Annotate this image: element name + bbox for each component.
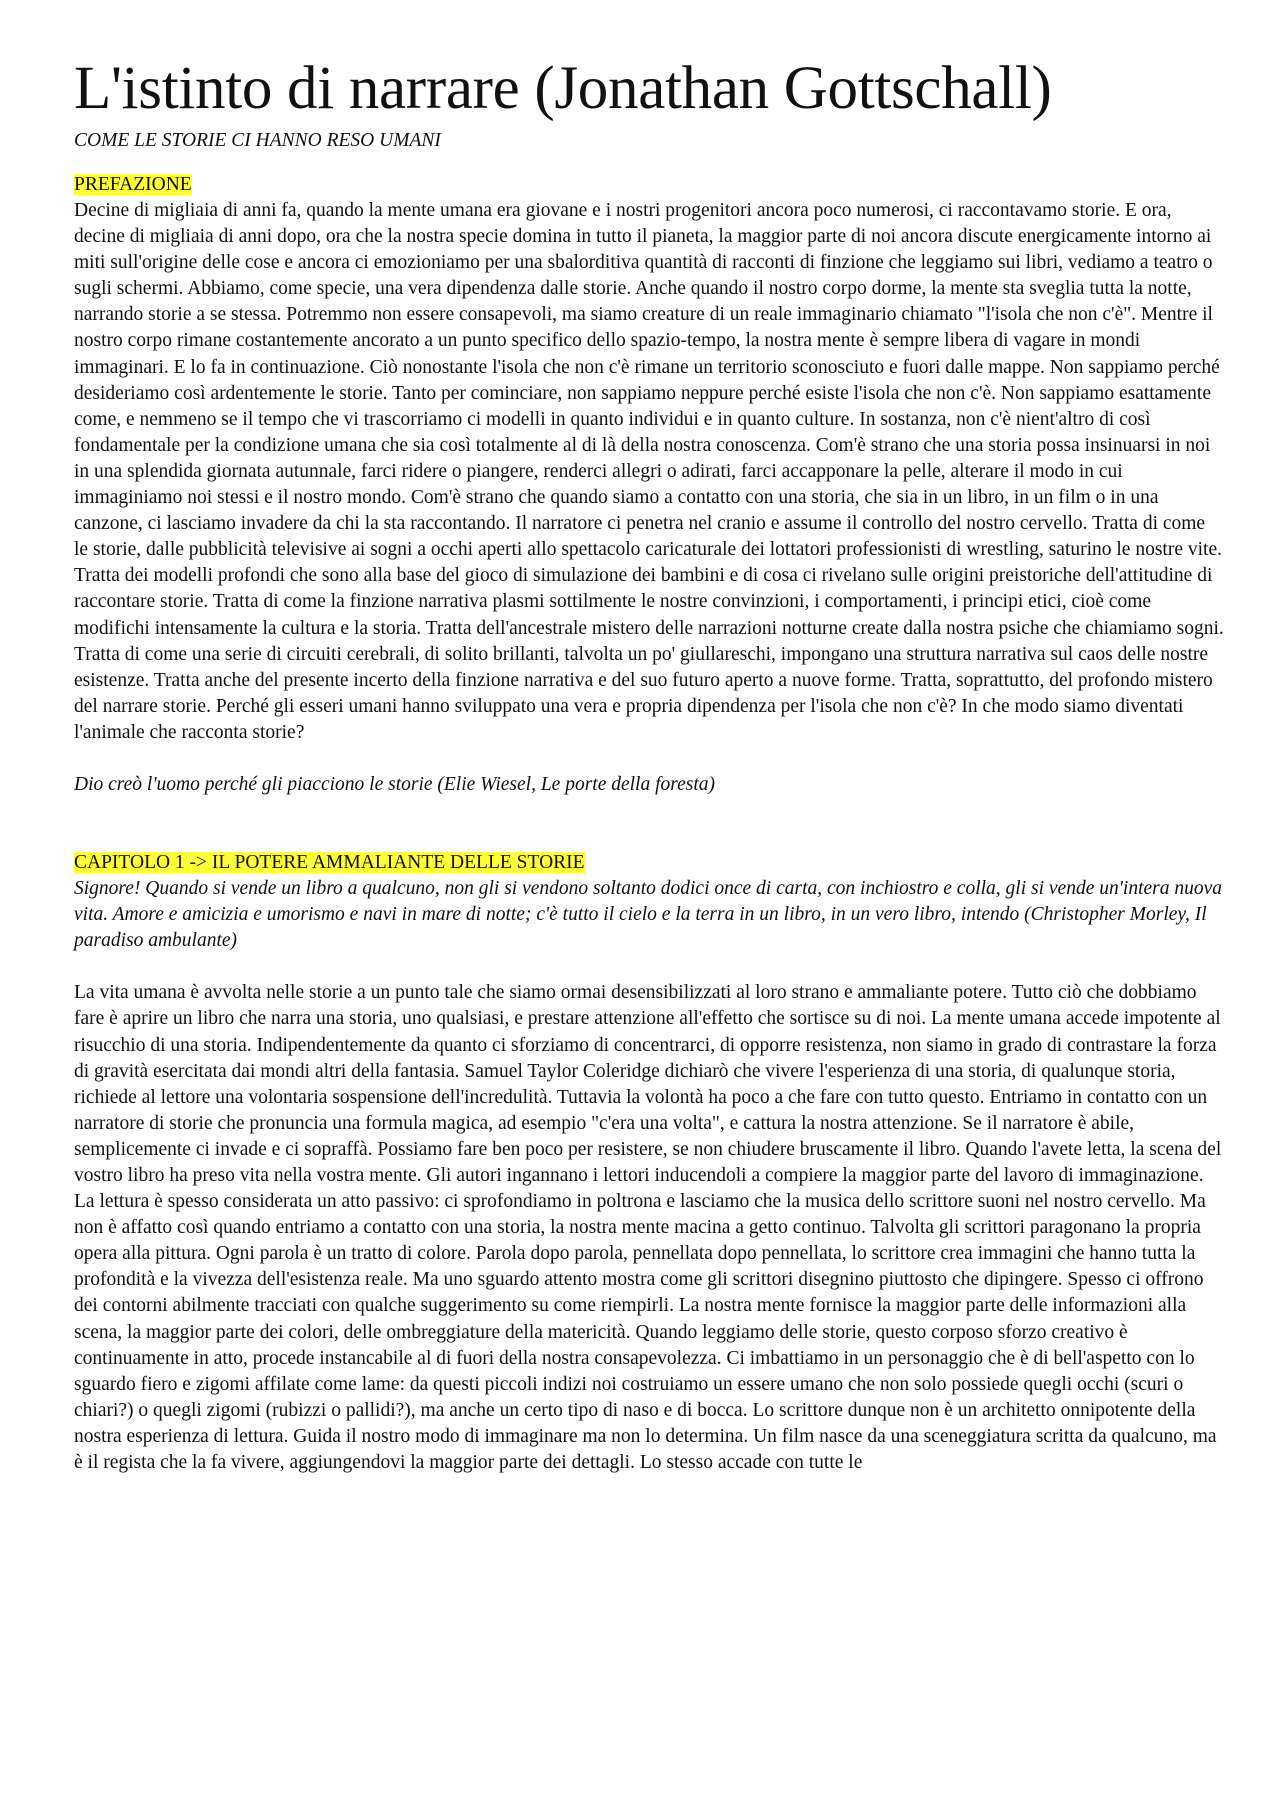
chapter1-heading-highlight: CAPITOLO 1 -> IL POTERE AMMALIANTE DELLE STORIE: [74, 852, 585, 874]
paragraph-spacer: [74, 954, 1224, 980]
preface-heading: [74, 172, 1224, 198]
preface-heading-highlight: PREFAZIONE: [74, 174, 192, 195]
document-page: [74, 50, 1224, 1476]
chapter1-heading: [74, 850, 1224, 876]
preface-epigraph: Dio creò l'uomo perché gli piacciono le storie (Elie Wiesel, Le porte della foresta): [74, 773, 716, 795]
section-spacer: [74, 798, 1224, 850]
document-subtitle: COME LE STORIE CI HANNO RESO UMANI: [74, 130, 441, 151]
chapter1-epigraph: Signore! Quando si vende un libro a qualcuno, non gli si vendono soltanto dodici once di carta, con inchiostro e colla, gli si vende un'intera nuova vita. Amore e amicizia e umorismo e navi in mare di notte; c'è tutto il cielo e la terra in un libro, in un vero libro, intendo (Christopher Morley, Il paradiso ambulante): [74, 878, 1223, 952]
chapter1-body: La vita umana è avvolta nelle storie a un punto tale che siamo ormai desensibilizzati al loro strano e ammaliante potere. Tutto ciò che dobbiamo fare è aprire un libro che narra una storia, uno qualsiasi, e prestare attenzione all'effetto che sortisce su di noi. La mente umana accede impotente al risucchio di una storia. Indipendentemente da quanto ci sforziamo di concentrarci, di opporre resistenza, non siamo in grado di contrastare la forza di gravità esercitata dai mondi altri della fantasia. Samuel Taylor Coleridge dichiarò che vivere l'esperienza di una storia, di qualunque storia, richiede al lettore una volontaria sospensione dell'incredulità. Tuttavia la volontà ha poco a che fare con tutto questo. Entriamo in contatto con un narratore di storie che pronuncia una formula magica, ad esempio "c'era una volta", e cattura la nostra attenzione. Se il narratore è abile, semplicemente ci invade e ci sopraffà. Possiamo fare ben poco per resistere, se non chiudere bruscamente il libro. Quando l'avete letta, la scena del vostro libro ha preso vita nella vostra mente. Gli autori ingannano i lettori inducendoli a compiere la maggior parte del lavoro di immaginazione. La lettura è spesso considerata un atto passivo: ci sprofondiamo in poltrona e lasciamo che la musica dello scrittore suoni nel nostro cervello. Ma non è affatto così quando entriamo a contatto con una storia, la nostra mente macina a getto continuo. Talvolta gli scrittori paragonano la propria opera alla pittura. Ogni parola è un tratto di colore. Parola dopo parola, pennellata dopo pennellata, lo scrittore crea immagini che hanno tutta la profondità e la vivezza dell'esistenza reale. Ma uno sguardo attento mostra come gli scrittori disegnino piuttosto che dipingere. Spesso ci offrono dei contorni abilmente tracciati con qualche suggerimento su come riempirli. La nostra mente fornisce la maggior parte delle informazioni alla scena, la maggior parte dei colori, delle ombreggiature della matericità. Quando leggiamo delle storie, questo corposo sforzo creativo è continuamente in atto, procede instancabile al di fuori della nostra consapevolezza. Ci imbattiamo in un personaggio che è di bell'aspetto con lo sguardo fiero e zigomi affilate come lame: da questi piccoli indizi noi costruiamo un essere umano che non solo possiede quegli occhi (scuri o chiari?) o quegli zigomi (rubizzi o pallidi?), ma anche un certo tipo di naso e di bocca. Lo scrittore dunque non è un architetto onnipotente della nostra esperienza di lettura. Guida il nostro modo di immaginare ma non lo determina. Un film nasce da una sceneggiatura scritta da qualcuno, ma è il regista che la fa vivere, aggiungendovi la maggior parte dei dettagli. Lo stesso accade con tutte le: [74, 982, 1222, 1474]
document-title: L'istinto di narrare (Jonathan Gottschall): [74, 55, 1052, 122]
preface-body: Decine di migliaia di anni fa, quando la mente umana era giovane e i nostri progenitori ancora poco numerosi, ci raccontavamo storie. E ora, decine di migliaia di anni dopo, ora che la nostra specie domina in tutto il pianeta, la maggior parte di noi ancora discute energicamente intorno ai miti sull'origine delle cose e ancora ci emozioniamo per una sbalorditiva quantità di racconti di finzione che leggiamo sui libri, vediamo a teatro o sugli schermi. Abbiamo, come specie, una vera dipendenza dalle storie. Anche quando il nostro corpo dorme, la mente sta sveglia tutta la notte, narrando storie a se stessa. Potremmo non essere consapevoli, ma siamo creature di un reale immaginario chiamato "l'isola che non c'è". Mentre il nostro corpo rimane costantemente ancorato a un punto specifico dello spazio-tempo, la nostra mente è sempre libera di vagare in mondi immaginari. E lo fa in continuazione. Ciò nonostante l'isola che non c'è rimane un territorio sconosciuto e fuori dalle mappe. Non sappiamo perché desideriamo così ardentemente le storie. Tanto per cominciare, non sappiamo neppure perché esiste l'isola che non c'è. Non sappiamo esattamente come, e nemmeno se il tempo che vi trascorriamo ci modelli in quanto individui e in quanto culture. In sostanza, non c'è nient'altro di così fondamentale per la condizione umana che sia così totalmente al di là della nostra conoscenza. Com'è strano che una storia possa insinuarsi in noi in una splendida giornata autunnale, farci ridere o piangere, renderci allegri o adirati, farci accapponare la pelle, alterare il modo in cui immaginiamo noi stessi e il nostro mondo. Com'è strano che quando siamo a contatto con una storia, che sia in un libro, in un film o in una canzone, ci lasciamo invadere da chi la sta raccontando. Il narratore ci penetra nel cranio e assume il controllo del nostro cervello. Tratta di come le storie, dalle pubblicità televisive ai sogni a occhi aperti allo spettacolo caricaturale dei lottatori professionisti di wrestling, saturino le nostre vite. Tratta dei modelli profondi che sono alla base del gioco di simulazione dei bambini e di cosa ci rivelano sulle origini preistoriche dell'attitudine di raccontare storie. Tratta di come la finzione narrativa plasmi sottilmente le nostre convinzioni, i comportamenti, i principi etici, cioè come modifichi intensamente la cultura e la storia. Tratta dell'ancestrale mistero delle narrazioni notturne create dalla nostra psiche che chiamiamo sogni. Tratta di come una serie di circuiti cerebrali, di solito brillanti, talvolta un po' giullareschi, impongano una struttura narrativa sul caos delle nostre esistenze. Tratta anche del presente incerto della finzione narrativa e del suo futuro aperto a nuove forme. Tratta, soprattutto, del profondo mistero del narrare storie. Perché gli esseri umani hanno sviluppato una vera e propria dipendenza per l'isola che non c'è? In che modo siamo diventati l'animale che racconta storie?: [74, 200, 1224, 743]
paragraph-spacer: [74, 746, 1224, 772]
